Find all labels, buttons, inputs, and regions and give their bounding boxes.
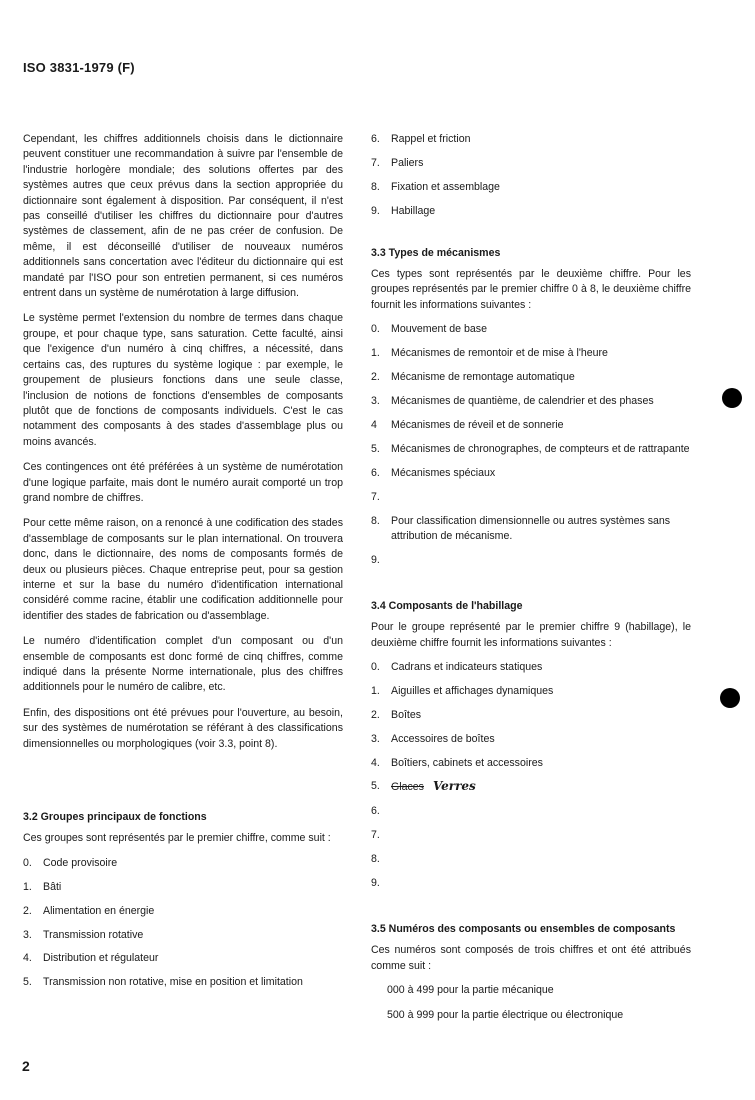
list-item: 9. Habillage [371,204,436,217]
paragraph: Cependant, les chiffres additionnels choisis dans le dictionnaire peuvent constituer une recommandation à suivre par l'ensemble de l'industrie horlogère mondiale; des solutions offertes par des systèmes autres que ceux prévus dans la section appropriée du dictionnaire sont également à disposition. Par conséquent, il n'est pas conseillé d'utiliser les chiffres du dictionnaire pour d'autres systèmes de classement, afin de ne pas créer de confusion. De même, il est déconseillé d'utiliser de nouveaux numéros additionnels sans concertation avec l'éditeur du dictionnaire qui est mandaté par l'ISO pour son entretien permanent, si ces numéros entrent dans un système de numérotation à large diffusion. [23,133,343,300]
list-item: 8. Fixation et assemblage [371,180,500,193]
list-item: 7. [371,490,380,503]
section-3-3-title: 3.3 Types de mécanismes [371,246,501,259]
paragraph: Le système permet l'extension du nombre de termes dans chaque groupe, et pour chaque type, sans saturation. Cette faculté, ainsi que l'exigence d'un numéro à cinq chiffres, a nécessité, dans certains cas, des ruptures du système logique : par exemple, le groupement de plusieurs fonctions dans une seule classe, l'inclusion de notions de fonctions d'ensembles de composants plutôt que de fonctions de composants individuels. C'est le cas notamment des composants à des stades d'assemblage plus ou moins avancés. [23,312,343,448]
list-item: 6. Mécanismes spéciaux [371,466,496,479]
struck-text: Glaces [391,781,424,794]
list-item: 3. Mécanismes de quantième, de calendrier et des phases [371,394,654,407]
left-column [23,132,343,999]
list-item: 5. Mécanismes de chronographes, de compteurs et de rattrapante [371,442,690,455]
paragraph: Ces contingences ont été préférées à un système de numérotation d'une logique parfaite, mais dont le numéro aurait comporté un trop grand nombre de chiffres. [23,461,343,504]
range-item: 500 à 999 pour la partie électrique ou électronique [387,1008,624,1021]
list-item: 5. Transmission non rotative, mise en position et limitation [23,976,303,989]
section-3-4-intro: Pour le groupe représenté par le premier chiffre 9 (habillage), le deuxième chiffre fournit les informations suivantes : [371,621,691,649]
section-3-4-title: 3.4 Composants de l'habillage [371,599,523,612]
list-item: 8. Pour classification dimensionnelle ou autres systèmes sans attribution de mécanisme. [371,514,671,542]
list-item: 4 Mécanismes de réveil et de sonnerie [371,418,564,431]
paragraph: Le numéro d'identification complet d'un composant ou d'un ensemble de composants est donc formé de cinq chiffres, comme indiqué dans la présente Norme internationale, plus des chiffres additionnels pour le numéro de calibre, etc. [23,635,343,694]
list-item: 6. Rappel et friction [371,133,471,145]
list-item: 3. Accessoires de boîtes [371,732,495,745]
section-3-5-title: 3.5 Numéros des composants ou ensembles de composants [371,923,676,935]
section-3-3-intro: Ces types sont représentés par le deuxième chiffre. Pour les groupes représentés par le premier chiffre 0 à 8, le deuxième chiffre fournit les informations suivantes : [371,268,691,311]
list-item: 2. Alimentation en énergie [23,904,155,917]
list-item: 5. Glaces Verres [371,779,476,794]
list-item: 1. Mécanismes de remontoir et de mise à l'heure [371,347,608,360]
list-item: 6. [371,805,380,818]
section-3-2-intro: Ces groupes sont représentés par le premier chiffre, comme suit : [23,832,331,845]
list-item: 1. Bâti [23,880,62,893]
punch-hole-icon [722,388,742,408]
list-item: 2. Mécanisme de remontage automatique [371,371,575,384]
range-item: 000 à 499 pour la partie mécanique [387,984,554,997]
list-item: 7. [371,829,380,842]
list-item: 1. Aiguilles et affichages dynamiques [371,684,554,697]
punch-hole-icon [720,688,740,708]
right-column [371,132,691,1032]
document-header: ISO 3831-1979 (F) [23,60,135,75]
list-item: 0. Mouvement de base [371,323,487,336]
section-3-2-title: 3.2 Groupes principaux de fonctions [23,811,207,824]
list-item: 7. Paliers [371,156,424,169]
section-3-5-intro: Ces numéros sont composés de trois chiffres et ont été attribués comme suit : [371,944,691,972]
handwritten-correction: Verres [432,779,476,794]
paragraph: Enfin, des dispositions ont été prévues pour l'ouverture, au besoin, sur des systèmes de numérotation se référant à des classifications dimensionnelles ou morphologiques (voir 3.3, point 8). [23,706,343,750]
list-item: 4. Distribution et régulateur [23,952,159,965]
list-item: 4. Boîtiers, cabinets et accessoires [371,756,543,769]
paragraph: Pour cette même raison, on a renoncé à une codification des stades d'assemblage de composants sur le plan international. On trouvera donc, dans le dictionnaire, des noms de composants formés de deux ou plusieurs pièces. Chaque entreprise peut, pour sa gestion interne et sur la base du numéro d'identification international considéré comme racine, établir une codification additionnelle pour identifier des stades de fabrication ou d'assemblage. [23,517,343,622]
list-item: 2. Boîtes [371,708,422,721]
page-number: 2 [22,1058,30,1074]
list-item: 9. [371,553,380,566]
list-item: 0. Cadrans et indicateurs statiques [371,660,543,673]
list-item: 8. [371,853,380,866]
list-item: 9. [371,877,380,890]
list-item: 3. Transmission rotative [23,928,144,941]
list-item: 0. Code provisoire [23,856,118,869]
